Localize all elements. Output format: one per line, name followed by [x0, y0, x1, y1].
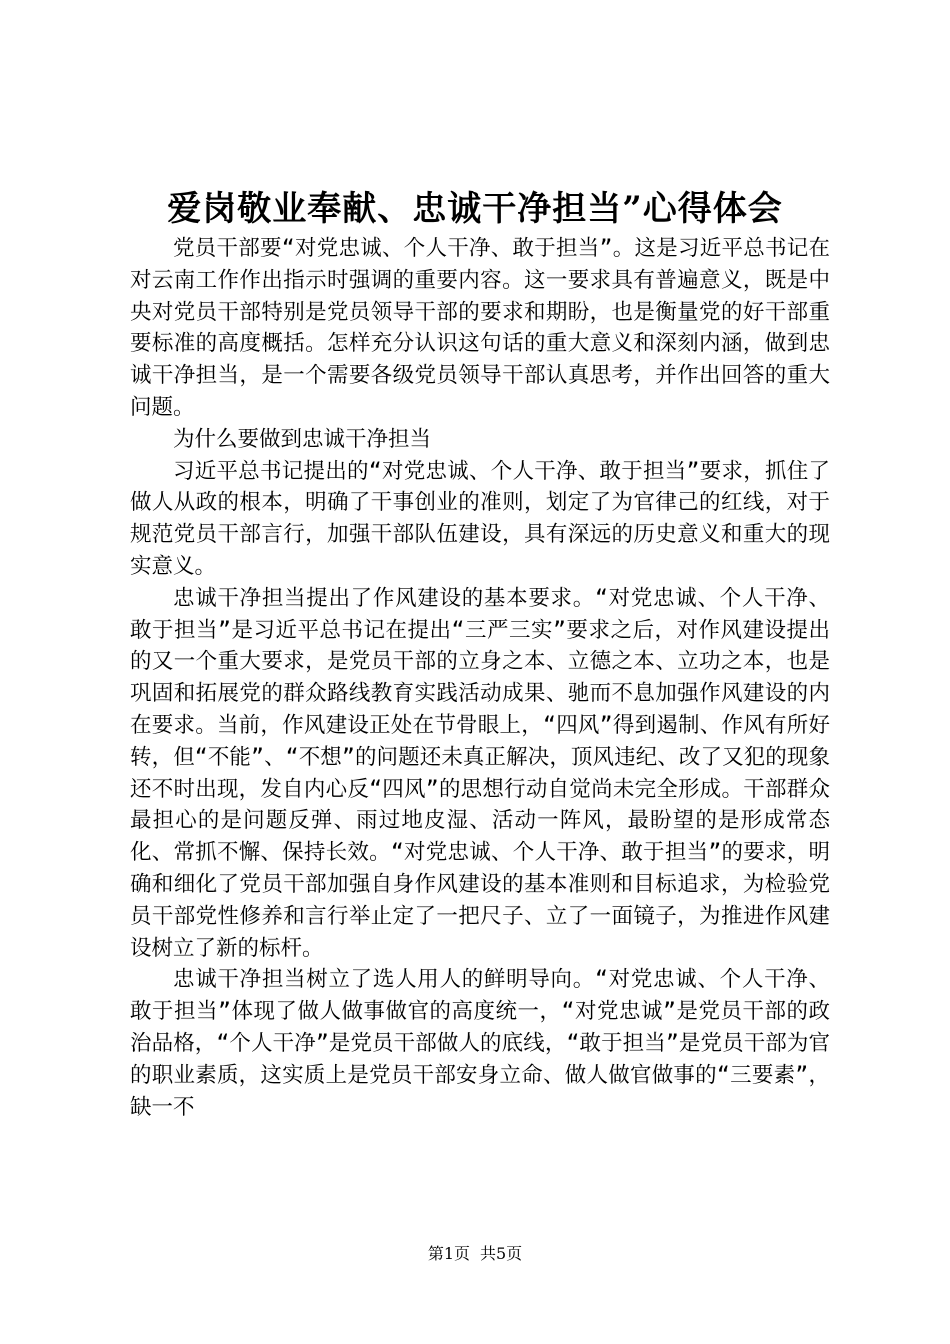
- paragraph-requirement: 习近平总书记提出的“对党忠诚、个人干净、敢于担当”要求，抓住了做人从政的根本，明确了干事创业的准则，划定了为官律己的红线，对于规范党员干部言行，加强干部队伍建设，具有深远的历史意义和重大的现实意义。: [130, 458, 830, 579]
- section-heading: 为什么要做到忠诚干净担当: [173, 426, 432, 452]
- document-title: 爱岗敬业奉献、忠诚干净担当”心得体会: [167, 189, 783, 229]
- paragraph-intro: 党员干部要“对党忠诚、个人干净、敢于担当”。这是习近平总书记在对云南工作作出指示时强调的重要内容。这一要求具有普遍意义，既是中央对党员干部特别是党员领导干部的要求和期盼，也是衡量党的好干部重要标准的高度概括。怎样充分认识这句话的重大意义和深刻内涵，做到忠诚干净担当，是一个需要各级党员领导干部认真思考，并作出回答的重大问题。: [130, 236, 830, 420]
- page-total: 共5页: [480, 1244, 523, 1263]
- paragraph-style-building: 忠诚干净担当提出了作风建设的基本要求。“对党忠诚、个人干净、敢于担当”是习近平总书记在提出“三严三实”要求之后，对作风建设提出的又一个重大要求，是党员干部的立身之本、立德之本、立功之本，也是巩固和拓展党的群众路线教育实践活动成果、驰而不息加强作风建设的内在要求。当前，作风建设正处在节骨眼上，“四风”得到遏制、作风有所好转，但“不能”、“不想”的问题还未真正解决，顶风违纪、改了又犯的现象还不时出现，发自内心反“四风”的思想行动自觉尚未完全形成。干部群众最担心的是问题反弹、雨过地皮湿、活动一阵风，最盼望的是形成常态化、常抓不懈、保持长效。“对党忠诚、个人干净、敢于担当”的要求，明确和细化了党员干部加强自身作风建设的基本准则和目标追求，为检验党员干部党性修养和言行举止定了一把尺子、立了一面镜子，为推进作风建设树立了新的标杆。: [130, 585, 830, 961]
- paragraph-personnel-guidance: 忠诚干净担当树立了选人用人的鲜明导向。“对党忠诚、个人干净、敢于担当”体现了做人做事做官的高度统一，“对党忠诚”是党员干部的政治品格，“个人干净”是党员干部做人的底线，“敢于担当”是党员干部为官的职业素质，这实质上是党员干部安身立命、做人做官做事的“三要素”，缺一不: [130, 967, 830, 1120]
- page-footer: [0, 1243, 950, 1265]
- document-body: [130, 233, 830, 1123]
- page-number: 第1页: [427, 1244, 470, 1263]
